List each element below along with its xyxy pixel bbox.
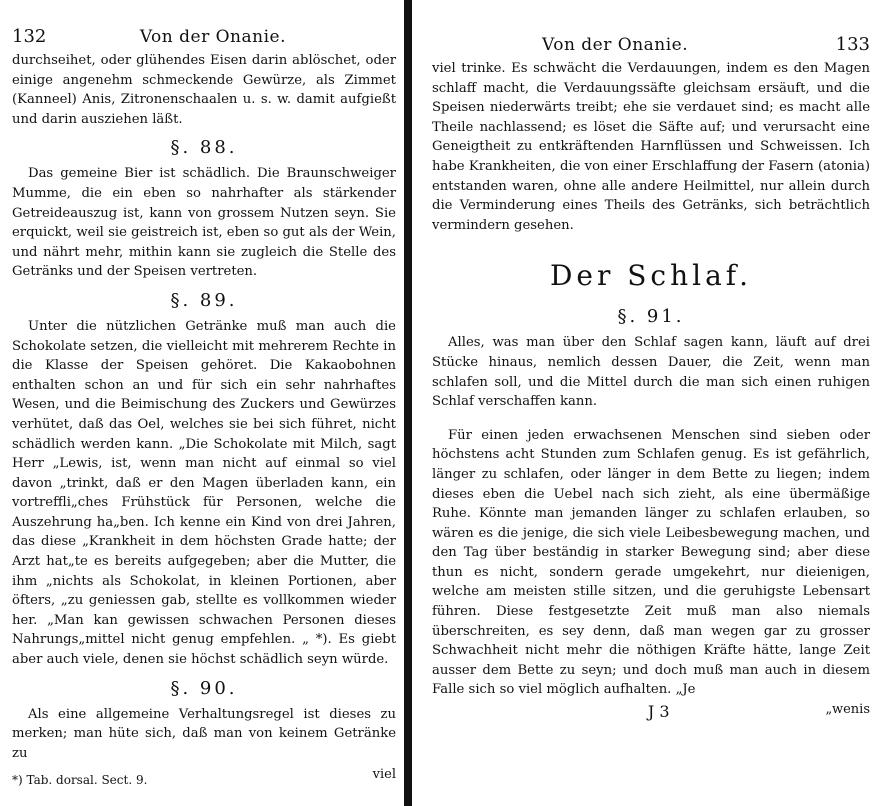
sleep-duration-text: Für einen jeden erwachsenen Menschen sind sieben oder höchstens acht Stunden zum Schlafen genug. Es ist gefährlich, länger zu schlafen, oder länger in dem Bette zu liegen; indem dieses eben die Uebel nach sich zieht, als eine übermäßige Ruhe. Könnte man jemanden länger zu schlafen erlauben, so wären es die jenige, die sich viele Leibesbewegung machen, und den Tag über beständig in starker Bewegung sind; aber diese thun es nicht, sondern gerade umgekehrt, nur dieienigen, welche am meisten stille sitzen, und die geruhigste Lebensart führen. Diese festgesetzte Zeit muß man also niemals überschreiten, es sey denn, daß man wegen gar zu grosser Schwachheit nicht mehr die nöthigen Kräfte hätte, lange Zeit ausser dem Bette zu seyn; und doch muß man auch in diesem Falle sich so viel möglich aufhalten. „Je (432, 427, 870, 698)
signature-mark: J 3 (647, 702, 670, 722)
right-footer (432, 702, 870, 721)
left-page (0, 0, 404, 806)
left-footer (12, 767, 396, 787)
section-88-text: Das gemeine Bier ist schädlich. Die Braunschweiger Mumme, die ein eben so nahrhafter als stärkender Getreideauszug ist, kann von grossem Nutzen seyn. Sie erquickt, weil sie geistreich ist, eben so gut als der Wein, und nährt mehr, mithin kann sie zugleich die Stelle des Getränks und der Speisen vertreten. (12, 166, 396, 280)
chapter-title: Der Schlaf. (549, 259, 753, 293)
section-90-text: Als eine allgemeine Verhaltungsregel ist dieses zu merken; man hüte sich, daß man von keinem Getränke zu (12, 706, 396, 761)
right-running-head (432, 34, 870, 55)
right-running-title: Von der Onanie. (542, 35, 689, 55)
right-intro-text: viel trinke. Es schwächt die Verdauungen, indem es den Magen schlaff macht, die Verdauungssäfte gleichsam ersäuft, und die Speisen niederwärts treibt; ehe sie verdauet sind; es macht alle Theile nachlassend; es löset die Säfte auf; und verursacht eine Geneigtheit zu entkräftenden Harnflüssen und Schweissen. Ich habe Krankheiten, die von einer Erschlaffung der Fasern (atonia) entstanden waren, ohne alle andere Heilmittel, nur allein durch die Verminderung eines Theils des Getränks, sich beträchtlich vermindern gesehen. (432, 61, 870, 233)
section-91-heading: §. 91. (617, 306, 685, 328)
section-88-heading: §. 88. (170, 137, 238, 159)
section-89-text: Unter die nützlichen Getränke muß man auch die Schokolate setzen, die vielleicht mit mehrerem Rechte in die Klasse der Speisen gehöret. Die Kakaobohnen enthalten schon an und für sich ein sehr nahrhaftes Wesen, und die Beimischung des Zuckers und Gewürzes verhütet, daß das Oel, welches sie bei sich führet, nicht schädlich werden kann. „Die Schokolate mit Milch, sagt Herr „Lewis, ist, wenn man nicht auf einmal so viel davon „trinkt, daß er den Magen überladen kann, ein vortreffli„ches Frühstück für Personen, welche die Auszehrung ha„ben. Ich kenne ein Kind von drei Jahren, das diese „Krankheit in dem höchsten Grade hatte; der Arzt hat„te es bereits aufgegeben; aber die Mutter, die ihm „nichts als Schokolat, in kleinen Portionen, aber öfters, „zu geniessen gab, stellte es vollkommen wieder her. „Man kan gewissen schwachen Personen dieses Nahrungs„mittel nicht genug empfehlen. „ *). Es giebt aber auch viele, denen sie höchst schädlich seyn würde. (12, 318, 396, 668)
section-91-text: Alles, was man über den Schlaf sagen kann, läuft auf drei Stücke hinaus, nemlich dessen Dauer, die Zeit, wenn man schlafen soll, und die Mittel durch die man sich einen ruhigen Schlaf verschaffen kann. (432, 335, 870, 410)
left-page-number: 132 (12, 26, 47, 47)
left-intro-text: durchseihet, oder glühendes Eisen darin ablöschet, oder einige angenehm schmeckende Gewürze, als Zimmet (Kanneel) Anis, Zitronenschaalen u. s. w. damit aufgießt und darin ausziehen läßt. (12, 53, 396, 127)
footnote: *) Tab. dorsal. Sect. 9. (12, 773, 148, 788)
right-catchword: „wenis (825, 702, 870, 718)
right-page-number: 133 (835, 34, 870, 55)
left-catchword: viel (372, 767, 396, 783)
section-89-heading: §. 89. (170, 289, 238, 311)
left-running-title: Von der Onanie. (139, 27, 286, 47)
book-gutter (404, 0, 412, 806)
right-page (414, 0, 880, 806)
section-90-heading: §. 90. (170, 677, 238, 699)
left-running-head (12, 26, 396, 47)
